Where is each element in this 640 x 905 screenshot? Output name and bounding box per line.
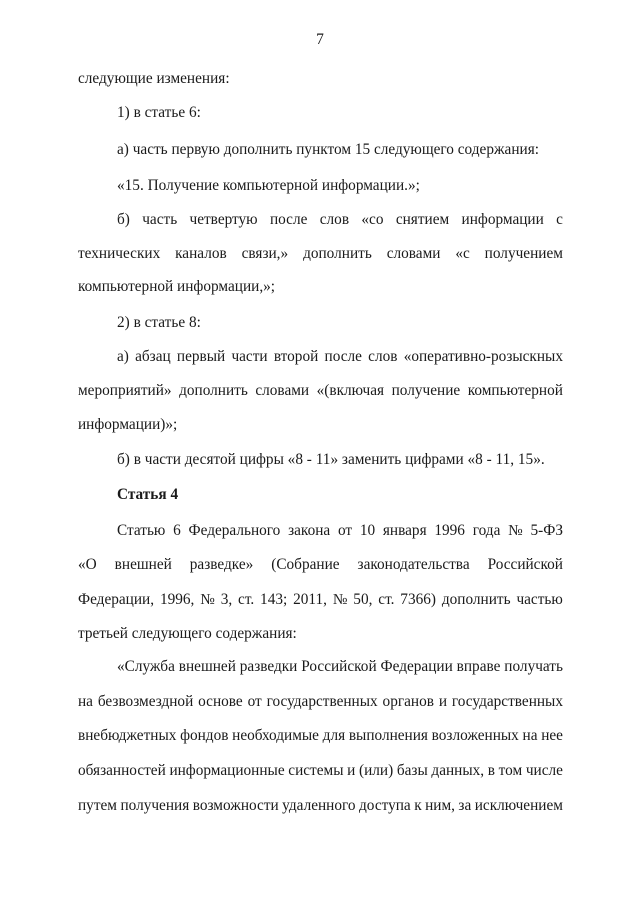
word: 5-ФЗ xyxy=(530,522,563,539)
word: 1996, xyxy=(159,591,195,608)
word: ним, xyxy=(425,797,455,814)
word: № xyxy=(332,591,348,608)
word: системы xyxy=(288,762,344,779)
word: информации xyxy=(461,211,544,228)
text-line-justified xyxy=(117,521,563,541)
word: (или) xyxy=(358,762,394,779)
list-item: а) часть первую дополнить пунктом 15 следующего содержания: xyxy=(117,141,540,158)
word: в xyxy=(487,762,495,779)
word: словами xyxy=(386,245,441,262)
word: получением xyxy=(484,245,563,262)
word: ст. xyxy=(238,591,255,608)
word: словами xyxy=(255,382,310,399)
word: возможности xyxy=(192,797,279,814)
word: дополнить xyxy=(179,382,248,399)
text-line-justified xyxy=(117,210,563,230)
list-item: 2) в статье 8: xyxy=(117,314,201,331)
word: нее xyxy=(541,727,563,744)
text-line: информации)»; xyxy=(78,416,178,433)
word: закона xyxy=(288,522,331,539)
word: и xyxy=(438,693,448,710)
word: органов xyxy=(382,693,434,710)
word: разведки xyxy=(239,658,298,675)
word: «со xyxy=(361,211,384,228)
list-item: 1) в статье 6: xyxy=(117,104,201,121)
word: от xyxy=(247,693,262,710)
word: дополнить xyxy=(441,591,511,608)
word: разведке» xyxy=(189,556,254,573)
word: Статью xyxy=(117,522,166,539)
word: частью xyxy=(516,591,563,608)
word: ст. xyxy=(378,591,395,608)
word: Федерации, xyxy=(78,591,155,608)
word: данных, xyxy=(431,762,485,779)
text-line-justified xyxy=(78,590,563,610)
word: доступа xyxy=(359,797,411,814)
word: государственных xyxy=(451,693,563,710)
word: Российской xyxy=(301,658,377,675)
word: снятием xyxy=(395,211,450,228)
word: «О xyxy=(78,556,97,573)
text-line-justified xyxy=(78,244,563,264)
word: для xyxy=(322,727,346,744)
word: получение xyxy=(391,382,461,399)
word: 50, xyxy=(353,591,373,608)
word: связи,» xyxy=(241,245,289,262)
text-line-justified xyxy=(78,692,563,712)
text-line-justified xyxy=(78,381,563,401)
word: первый xyxy=(176,348,226,365)
word: получения xyxy=(120,797,190,814)
word: Федерального xyxy=(188,522,281,539)
word: «Служба xyxy=(117,658,175,675)
word: фондов xyxy=(180,727,229,744)
word: и xyxy=(347,762,356,779)
word: информационные xyxy=(169,762,285,779)
word: мероприятий» xyxy=(78,382,172,399)
word: числе xyxy=(525,762,563,779)
word: слов xyxy=(319,211,350,228)
word: необходимые xyxy=(232,727,319,744)
word: исключением xyxy=(474,797,563,814)
word: «оперативно-розыскных xyxy=(403,348,563,365)
article-heading: Статья 4 xyxy=(117,486,179,503)
word: № xyxy=(200,591,215,608)
word: 1996 xyxy=(434,522,465,539)
word: каналов xyxy=(175,245,227,262)
word: б) xyxy=(117,211,130,228)
word: на xyxy=(78,693,93,710)
word: Российской xyxy=(487,556,563,573)
word: к xyxy=(414,797,422,814)
word: основе xyxy=(198,693,243,710)
word: вправе xyxy=(456,658,501,675)
text-line-justified xyxy=(117,657,563,677)
word: законодательства xyxy=(357,556,470,573)
word: получать xyxy=(504,658,563,675)
word: от xyxy=(337,522,353,539)
word: 143; xyxy=(260,591,288,608)
word: после xyxy=(324,348,362,365)
word: технических xyxy=(78,245,161,262)
word: части xyxy=(231,348,268,365)
text-line-justified xyxy=(78,796,563,816)
word: (Собрание xyxy=(271,556,340,573)
text-line: третьей следующего содержания: xyxy=(78,625,297,642)
word: дополнить xyxy=(303,245,372,262)
word: том xyxy=(498,762,523,779)
word: второй xyxy=(273,348,319,365)
word: абзац xyxy=(135,348,171,365)
text-line: компьютерной информации,»; xyxy=(78,278,276,295)
word: слов xyxy=(368,348,398,365)
word: 7366) xyxy=(400,591,436,608)
page-number: 7 xyxy=(316,31,324,48)
word: внебюджетных xyxy=(78,727,177,744)
word: путем xyxy=(78,797,117,814)
word: четвертую xyxy=(189,211,258,228)
word: «с xyxy=(455,245,470,262)
word: возложенных xyxy=(431,727,519,744)
word: 6 xyxy=(173,522,181,539)
word: внешней xyxy=(178,658,236,675)
text-line-justified xyxy=(78,761,563,781)
word: безвозмездной xyxy=(97,693,194,710)
word: с xyxy=(556,211,563,228)
text-line-justified xyxy=(78,555,563,575)
text-line-justified xyxy=(78,726,563,746)
word: удаленного xyxy=(282,797,356,814)
text-line-justified xyxy=(117,347,563,367)
word: выполнения xyxy=(348,727,428,744)
word: обязанностей xyxy=(78,762,166,779)
text-line: «15. Получение компьютерной информации.»; xyxy=(117,177,420,194)
word: государственных xyxy=(266,693,378,710)
word: № xyxy=(508,522,523,539)
word: за xyxy=(458,797,472,814)
word: базы xyxy=(396,762,428,779)
word: Федерации xyxy=(380,658,453,675)
word: года xyxy=(472,522,501,539)
list-item: б) в части десятой цифры «8 - 11» заменить цифрами «8 - 11, 15». xyxy=(117,451,545,468)
word: «(включая xyxy=(316,382,385,399)
text-line: следующие изменения: xyxy=(78,70,230,87)
word: внешней xyxy=(114,556,172,573)
word: а) xyxy=(117,348,129,365)
word: 10 xyxy=(359,522,376,539)
word: на xyxy=(522,727,538,744)
word: 3, xyxy=(220,591,233,608)
word: компьютерной xyxy=(467,382,563,399)
word: часть xyxy=(142,211,178,228)
word: января xyxy=(382,522,427,539)
word: после xyxy=(269,211,308,228)
word: 2011, xyxy=(293,591,327,608)
